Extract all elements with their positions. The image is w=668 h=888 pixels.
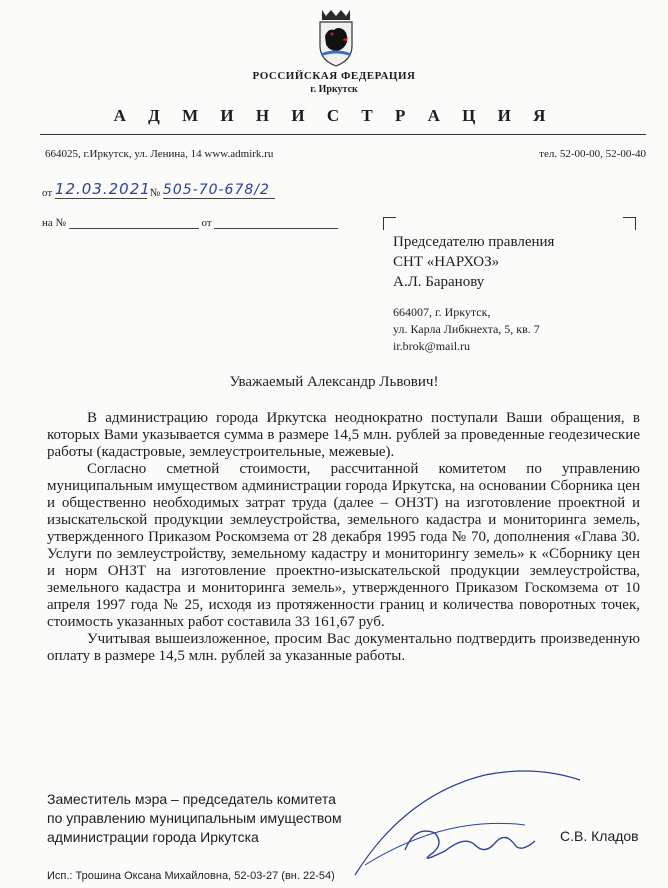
outgoing-number: 505-70-678/2: [163, 182, 275, 199]
recipient-address: [393, 304, 540, 355]
letterhead-phone: тел. 52-00-00, 52-00-40: [539, 148, 646, 160]
recipient-postal: 664007, г. Иркутск,: [393, 305, 491, 319]
letterhead-divider: [40, 134, 646, 135]
outgoing-date: 12.03.2021: [54, 180, 151, 198]
signer-title: [47, 790, 342, 847]
outgoing-from-label: от: [42, 187, 53, 199]
signer-title-line: по управлению муниципальным имуществом: [47, 810, 342, 826]
address-frame-corner-left: [383, 217, 396, 230]
irkutsk-coat-of-arms-icon: [314, 6, 358, 68]
signer-title-line: Заместитель мэра – председатель комитета: [47, 791, 336, 807]
outgoing-reference: [42, 180, 275, 202]
recipient-email: ir.brok@mail.ru: [393, 339, 471, 353]
letterhead-address: 664025, г.Иркутск, ул. Ленина, 14 www.admirk.ru: [45, 148, 274, 160]
incoming-number-blank: [69, 216, 199, 229]
signer-name: С.В. Кладов: [560, 828, 639, 844]
outgoing-number-label: №: [149, 187, 161, 199]
incoming-date-blank: [214, 216, 338, 229]
greeting: Уважаемый Александр Львович!: [229, 374, 439, 390]
body-paragraph: Согласно сметной стоимости, рассчитанной комитетом по управлению муниципальным имуществом администрации города Иркутска, на основании Сборника цен и общественно необходимых затрат труда (далее – ОНЗТ) на изготовление проектной и изыскательской продукции землеустройства, земельного кадастра и мониторинга земель, утвержденного Приказом Роскомзема от 28 декабря 1995 года № 70, дополнения «Глава 30. Услуги по землеустройству, земельному кадастру и мониторингу земель» к «Сборнику цен и норм ОНЗТ на изготовление проектно-изыскательской продукции землеустройства, земельного кадастра и мониторинга земель», утвержденного Приказом Госкомзема от 10 апреля 1997 года № 25, исходя из протяженности границ и количества поворотных точек, стоимость указанных работ составила 33 161,67 руб.: [47, 461, 640, 630]
recipient-name: А.Л. Баранову: [393, 274, 485, 290]
organization-title: А Д М И Н И С Т Р А Ц И Я: [113, 106, 555, 125]
country-name: РОССИЙСКАЯ ФЕДЕРАЦИЯ: [252, 70, 416, 82]
body-paragraph: В администрацию города Иркутска неоднократно поступали Ваши обращения, в которых Вами указывается сумма в размере 14,5 млн. рублей за проведенные геодезические работы (кадастровые, землеустроительные, межевые).: [47, 410, 640, 460]
address-frame-corner-right: [623, 217, 636, 230]
city-name: г. Иркутск: [310, 84, 358, 95]
recipient-organization: СНТ «НАРХОЗ»: [393, 254, 500, 270]
body-paragraph: Учитывая вышеизложенное, просим Вас документально подтвердить произведенную оплату в размере 14,5 млн. рублей за указанные работы.: [47, 631, 640, 664]
executor-info: Исп.: Трошина Оксана Михайловна, 52-03-27 (вн. 22-54): [47, 870, 335, 882]
incoming-number-label: на №: [42, 217, 67, 229]
recipient-block: [393, 232, 554, 292]
incoming-from-label: от: [201, 217, 212, 229]
signer-title-line: администрации города Иркутска: [47, 829, 259, 845]
letter-body: [47, 410, 640, 665]
recipient-position: Председателю правления: [393, 234, 555, 250]
handwritten-signature: [345, 755, 595, 885]
recipient-street: ул. Карла Либкнехта, 5, кв. 7: [393, 322, 540, 336]
incoming-reference: [42, 216, 338, 229]
